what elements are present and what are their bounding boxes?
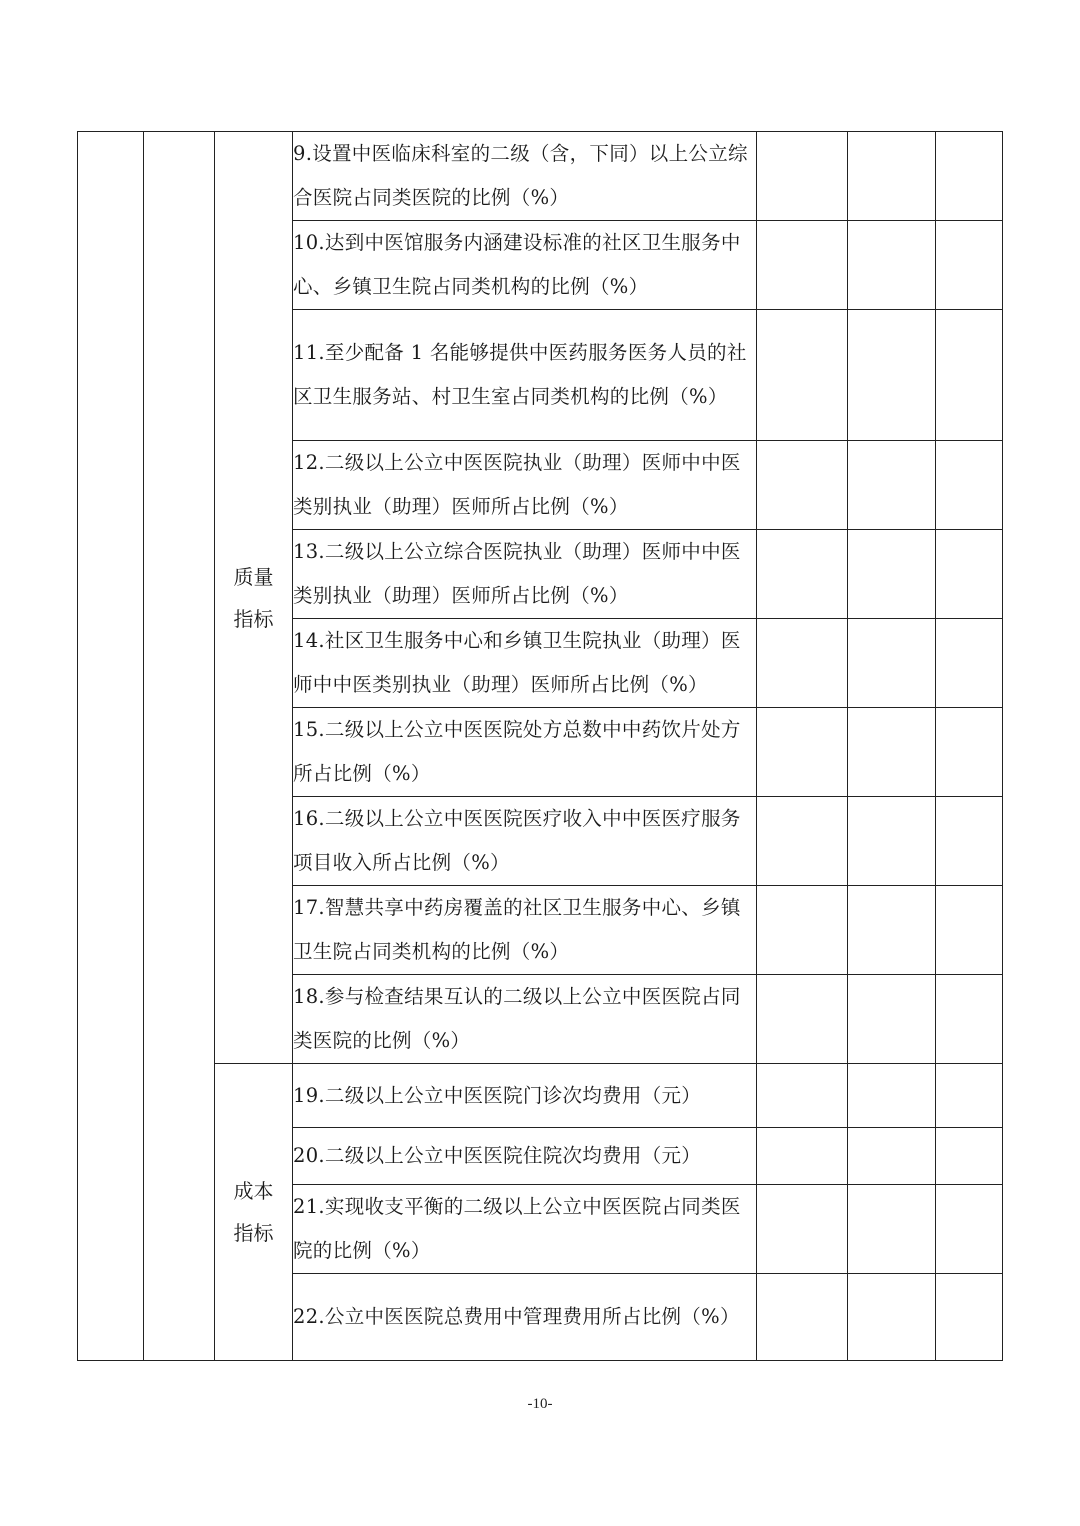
indicator-text: 22.公立中医医院总费用中管理费用所占比例（%） (293, 1274, 757, 1361)
value-cell (848, 1128, 936, 1185)
value-cell (936, 619, 1003, 708)
value-cell (848, 1185, 936, 1274)
value-cell (936, 1128, 1003, 1185)
value-cell (848, 975, 936, 1064)
indicator-text: 11.至少配备 1 名能够提供中医药服务医务人员的社区卫生服务站、村卫生室占同类机构的比例（%） (293, 310, 757, 441)
value-cell (936, 530, 1003, 619)
value-cell (936, 886, 1003, 975)
level1-cell (78, 132, 144, 1361)
value-cell (757, 708, 848, 797)
value-cell (936, 221, 1003, 310)
value-cell (936, 1064, 1003, 1128)
value-cell (757, 221, 848, 310)
value-cell (848, 619, 936, 708)
indicator-text: 17.智慧共享中药房覆盖的社区卫生服务中心、乡镇卫生院占同类机构的比例（%） (293, 886, 757, 975)
value-cell (936, 1185, 1003, 1274)
value-cell (757, 797, 848, 886)
value-cell (757, 1274, 848, 1361)
value-cell (936, 310, 1003, 441)
page-number: -10- (527, 1396, 553, 1412)
value-cell (848, 530, 936, 619)
value-cell (936, 797, 1003, 886)
value-cell (936, 1274, 1003, 1361)
value-cell (757, 619, 848, 708)
value-cell (757, 886, 848, 975)
value-cell (848, 797, 936, 886)
value-cell (936, 975, 1003, 1064)
value-cell (757, 530, 848, 619)
category-cost (215, 1064, 293, 1361)
value-cell (848, 441, 936, 530)
category-quality (215, 132, 293, 1064)
indicator-text: 10.达到中医馆服务内涵建设标准的社区卫生服务中心、乡镇卫生院占同类机构的比例（%） (293, 221, 757, 310)
indicator-text: 15.二级以上公立中医医院处方总数中中药饮片处方所占比例（%） (293, 708, 757, 797)
indicator-table (77, 131, 1003, 1361)
value-cell (848, 1064, 936, 1128)
level2-cell (144, 132, 215, 1361)
table-row (78, 1064, 1003, 1128)
value-cell (757, 1185, 848, 1274)
value-cell (848, 221, 936, 310)
value-cell (848, 1274, 936, 1361)
indicator-text: 12.二级以上公立中医医院执业（助理）医师中中医类别执业（助理）医师所占比例（%） (293, 441, 757, 530)
indicator-text: 9.设置中医临床科室的二级（含，下同）以上公立综合医院占同类医院的比例（%） (293, 132, 757, 221)
value-cell (848, 886, 936, 975)
value-cell (848, 132, 936, 221)
category-label: 指标 (233, 1221, 274, 1245)
value-cell (757, 975, 848, 1064)
indicator-text: 19.二级以上公立中医医院门诊次均费用（元） (293, 1064, 757, 1128)
indicator-text: 16.二级以上公立中医医院医疗收入中中医医疗服务项目收入所占比例（%） (293, 797, 757, 886)
value-cell (757, 441, 848, 530)
table-row (78, 132, 1003, 221)
value-cell (848, 310, 936, 441)
value-cell (936, 708, 1003, 797)
value-cell (757, 1128, 848, 1185)
category-label: 指标 (233, 606, 274, 631)
category-label: 质量 (233, 564, 274, 589)
category-label: 成本 (233, 1179, 274, 1203)
value-cell (757, 1064, 848, 1128)
indicator-text: 18.参与检查结果互认的二级以上公立中医医院占同类医院的比例（%） (293, 975, 757, 1064)
indicator-text: 14.社区卫生服务中心和乡镇卫生院执业（助理）医师中中医类别执业（助理）医师所占比例（%） (293, 619, 757, 708)
value-cell (936, 132, 1003, 221)
value-cell (936, 441, 1003, 530)
value-cell (757, 310, 848, 441)
indicator-text: 13.二级以上公立综合医院执业（助理）医师中中医类别执业（助理）医师所占比例（%） (293, 530, 757, 619)
indicator-text: 20.二级以上公立中医医院住院次均费用（元） (293, 1128, 757, 1185)
indicator-text: 21.实现收支平衡的二级以上公立中医医院占同类医院的比例（%） (293, 1185, 757, 1274)
value-cell (757, 132, 848, 221)
value-cell (848, 708, 936, 797)
